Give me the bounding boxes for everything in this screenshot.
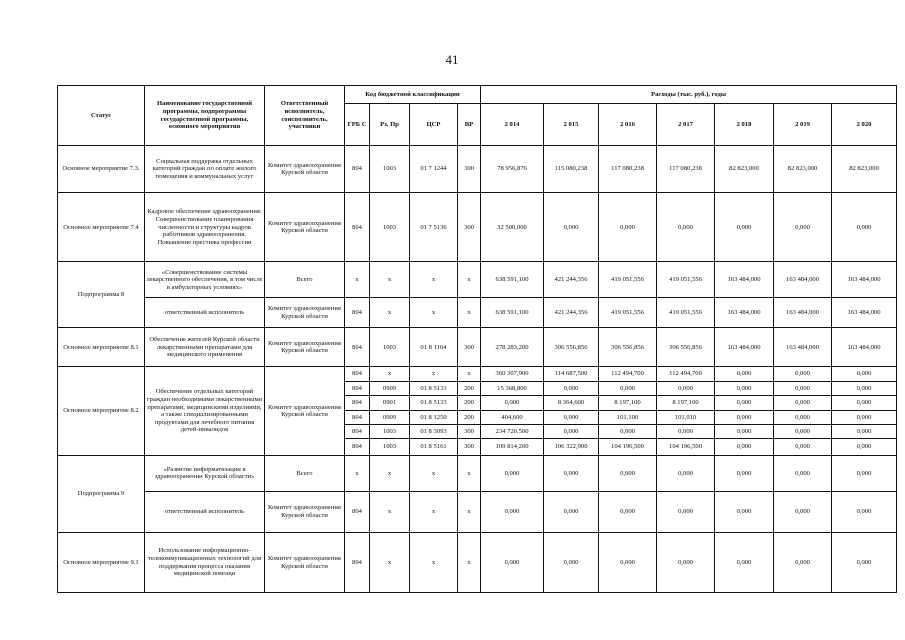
- row-value: 0,000: [715, 533, 774, 593]
- row-grbs: 804: [345, 425, 370, 439]
- row-value: 8 197,100: [599, 396, 657, 410]
- page-number: 41: [445, 52, 459, 67]
- row-value: 163 484,000: [774, 298, 832, 328]
- header-year: 2 015: [544, 104, 599, 146]
- row-value: 15 368,800: [481, 381, 544, 395]
- header-grbs: ГРБ С: [345, 104, 370, 146]
- header-year: 2 018: [715, 104, 774, 146]
- row-value: 104 196,500: [599, 439, 657, 455]
- row-status: Основное мероприятие 8.1: [58, 328, 145, 367]
- row-value: 419 051,556: [657, 298, 715, 328]
- row-name: Обеспечение жителей Курской области лекарственными препаратами для медицинского применения: [145, 328, 265, 367]
- row-value: 0,000: [544, 193, 599, 262]
- row-value: 0,000: [657, 425, 715, 439]
- row-value: 0,000: [481, 491, 544, 532]
- row-value: 78 956,876: [481, 146, 544, 193]
- row-grbs: 804: [345, 410, 370, 424]
- row-value: 404,600: [481, 410, 544, 424]
- row-value: 0,000: [832, 381, 897, 395]
- table-row: [58, 193, 897, 262]
- table-row: [58, 455, 897, 491]
- row-value: 117 080,238: [657, 146, 715, 193]
- row-value: 0,000: [774, 410, 832, 424]
- row-value: 306 556,856: [599, 328, 657, 367]
- row-csr: 01 8 5133: [410, 381, 458, 395]
- row-grbs: 804: [345, 396, 370, 410]
- row-value: 419 051,556: [599, 298, 657, 328]
- row-vr: х: [458, 262, 481, 298]
- row-rzpr: х: [370, 491, 410, 532]
- header-year: 2 017: [657, 104, 715, 146]
- row-value: 0,000: [599, 193, 657, 262]
- row-value: 638 591,100: [481, 262, 544, 298]
- row-vr: 300: [458, 425, 481, 439]
- row-value: 0,000: [599, 455, 657, 491]
- row-value: 8 197,100: [657, 396, 715, 410]
- row-value: 0,000: [715, 439, 774, 455]
- row-value: 163 484,000: [715, 298, 774, 328]
- row-name: Кадровое обеспечение здравоохранения. Совершенствование планирования численности и структуры кадров работников здравоохранения. Повышение престижа профессии: [145, 193, 265, 262]
- row-executor: Комитет здравоохранения Курской области: [265, 193, 345, 262]
- row-value: 112 494,700: [599, 367, 657, 381]
- row-value: 0,000: [832, 455, 897, 491]
- row-value: 0,000: [544, 410, 599, 424]
- row-rzpr: х: [370, 262, 410, 298]
- header-year: 2 016: [599, 104, 657, 146]
- header-year: 2 014: [481, 104, 544, 146]
- row-status: Основное мероприятие 8.2: [58, 367, 145, 456]
- row-value: 0,000: [544, 381, 599, 395]
- row-rzpr: х: [370, 533, 410, 593]
- table-row: [58, 328, 897, 367]
- row-value: 0,000: [832, 193, 897, 262]
- table-row: [58, 146, 897, 193]
- row-value: 0,000: [599, 533, 657, 593]
- row-value: 8 364,600: [544, 396, 599, 410]
- row-vr: 300: [458, 146, 481, 193]
- row-value: 0,000: [544, 491, 599, 532]
- row-vr: х: [458, 491, 481, 532]
- row-value: 0,000: [657, 455, 715, 491]
- row-value: 0,000: [832, 491, 897, 532]
- row-csr: 01 7 1244: [410, 146, 458, 193]
- row-csr: х: [410, 455, 458, 491]
- header-csr: ЦСР: [410, 104, 458, 146]
- row-grbs: 804: [345, 491, 370, 532]
- header-name: Наименование государственной программы, подпрограммы государственной программы, основного мероприятия: [145, 86, 265, 146]
- row-value: 0,000: [715, 396, 774, 410]
- row-value: 0,000: [832, 410, 897, 424]
- row-value: 419 051,556: [657, 262, 715, 298]
- header-budget-code: Код бюджетной классификации: [345, 86, 481, 104]
- row-value: 0,000: [715, 367, 774, 381]
- row-value: 0,000: [715, 491, 774, 532]
- row-value: 0,000: [657, 193, 715, 262]
- table-row: [58, 367, 897, 381]
- header-vr: ВР: [458, 104, 481, 146]
- row-status: Основное мероприятие 9.1: [58, 533, 145, 593]
- row-value: 0,000: [715, 455, 774, 491]
- header-year: 2 020: [832, 104, 897, 146]
- row-value: 163 484,000: [832, 298, 897, 328]
- row-name: ответственный исполнитель: [145, 298, 265, 328]
- header-rzpr: Рз, Пр: [370, 104, 410, 146]
- row-value: 0,000: [774, 193, 832, 262]
- row-csr: 01 7 5136: [410, 193, 458, 262]
- row-csr: 01 8 5133: [410, 396, 458, 410]
- row-csr: 01 8 1250: [410, 410, 458, 424]
- row-csr: х: [410, 298, 458, 328]
- row-value: 421 244,356: [544, 262, 599, 298]
- row-value: 0,000: [599, 381, 657, 395]
- row-value: 0,000: [774, 533, 832, 593]
- row-grbs: 804: [345, 381, 370, 395]
- row-executor: Комитет здравоохранения Курской области: [265, 328, 345, 367]
- row-value: 104 196,500: [657, 439, 715, 455]
- row-value: 163 484,000: [715, 262, 774, 298]
- row-name: Использование информационно-телекоммуникационных технологий для поддержания процесса оказания медицинской помощи: [145, 533, 265, 593]
- budget-table: [57, 85, 897, 593]
- row-value: 0,000: [715, 410, 774, 424]
- row-value: 0,000: [774, 425, 832, 439]
- row-value: 234 720,500: [481, 425, 544, 439]
- row-value: 82 823,000: [832, 146, 897, 193]
- row-value: 0,000: [544, 533, 599, 593]
- row-vr: 200: [458, 396, 481, 410]
- row-vr: 300: [458, 439, 481, 455]
- row-value: 82 823,000: [774, 146, 832, 193]
- table-row: [58, 533, 897, 593]
- row-value: 115 080,238: [544, 146, 599, 193]
- row-value: 117 080,238: [599, 146, 657, 193]
- row-value: 163 484,000: [715, 328, 774, 367]
- row-value: 163 484,000: [774, 262, 832, 298]
- row-value: 163 484,000: [832, 262, 897, 298]
- row-value: 163 484,000: [774, 328, 832, 367]
- row-name: «Совершенствование системы лекарственного обеспечения, в том числе в амбулаторных условиях»: [145, 262, 265, 298]
- row-vr: х: [458, 367, 481, 381]
- row-value: 0,000: [774, 396, 832, 410]
- row-rzpr: х: [370, 367, 410, 381]
- row-value: 0,000: [657, 381, 715, 395]
- row-rzpr: 0909: [370, 381, 410, 395]
- row-status: Основное мероприятие 7.4: [58, 193, 145, 262]
- row-rzpr: х: [370, 298, 410, 328]
- row-value: 106 322,900: [544, 439, 599, 455]
- row-csr: 01 8 1104: [410, 328, 458, 367]
- row-value: 278 283,200: [481, 328, 544, 367]
- row-value: 0,000: [599, 491, 657, 532]
- row-csr: х: [410, 367, 458, 381]
- row-rzpr: 1003: [370, 328, 410, 367]
- row-value: 0,000: [657, 491, 715, 532]
- row-value: 0,000: [774, 491, 832, 532]
- row-rzpr: 1003: [370, 146, 410, 193]
- row-value: 82 823,000: [715, 146, 774, 193]
- row-rzpr: 1003: [370, 425, 410, 439]
- row-status: Подпрограмма 9: [58, 455, 145, 532]
- row-grbs: х: [345, 455, 370, 491]
- row-vr: х: [458, 298, 481, 328]
- row-vr: 300: [458, 328, 481, 367]
- row-grbs: 804: [345, 533, 370, 593]
- row-vr: 200: [458, 410, 481, 424]
- row-value: 109 814,200: [481, 439, 544, 455]
- row-name: Обеспечение отдельных категорий граждан необходимыми лекарственными препаратами, медицинскими изделиями, а также специализированными продуктами для лечебного питания детей-инвалидов: [145, 367, 265, 456]
- header-expenses: Расходы (тыс. руб.), годы: [481, 86, 897, 104]
- row-value: 0,000: [832, 533, 897, 593]
- row-executor: Комитет здравоохранения Курской области: [265, 491, 345, 532]
- row-vr: 300: [458, 193, 481, 262]
- row-vr: 200: [458, 381, 481, 395]
- row-value: 112 494,700: [657, 367, 715, 381]
- row-executor: Всего: [265, 455, 345, 491]
- row-value: 0,000: [774, 455, 832, 491]
- row-value: 0,000: [774, 439, 832, 455]
- row-value: 101,010: [657, 410, 715, 424]
- row-grbs: х: [345, 262, 370, 298]
- row-value: 0,000: [544, 425, 599, 439]
- row-grbs: 804: [345, 298, 370, 328]
- row-executor: Комитет здравоохранения Курской области: [265, 533, 345, 593]
- row-name: Социальная поддержка отдельных категорий граждан по оплате жилого помещения и коммунальных услуг: [145, 146, 265, 193]
- row-status: Подпрограмма 8: [58, 262, 145, 328]
- row-value: 0,000: [481, 455, 544, 491]
- row-executor: Всего: [265, 262, 345, 298]
- row-value: 0,000: [715, 425, 774, 439]
- row-value: 32 500,000: [481, 193, 544, 262]
- row-executor: Комитет здравоохранения Курской области: [265, 298, 345, 328]
- row-executor: Комитет здравоохранения Курской области: [265, 146, 345, 193]
- table-row: [58, 491, 897, 532]
- row-value: 101,100: [599, 410, 657, 424]
- row-value: 419 051,556: [599, 262, 657, 298]
- row-rzpr: 1003: [370, 193, 410, 262]
- row-value: 0,000: [774, 367, 832, 381]
- row-grbs: 804: [345, 328, 370, 367]
- row-csr: 01 8 5161: [410, 439, 458, 455]
- header-year: 2 019: [774, 104, 832, 146]
- row-status: Основное мероприятие 7.3.: [58, 146, 145, 193]
- row-value: 114 687,500: [544, 367, 599, 381]
- row-value: 421 244,356: [544, 298, 599, 328]
- row-grbs: 804: [345, 439, 370, 455]
- row-value: 638 591,100: [481, 298, 544, 328]
- row-value: 0,000: [544, 455, 599, 491]
- row-name: ответственный исполнитель: [145, 491, 265, 532]
- row-value: 0,000: [832, 396, 897, 410]
- row-csr: х: [410, 533, 458, 593]
- row-value: 0,000: [599, 425, 657, 439]
- row-value: 0,000: [481, 396, 544, 410]
- row-value: 0,000: [715, 193, 774, 262]
- row-rzpr: 1003: [370, 439, 410, 455]
- row-value: 0,000: [832, 439, 897, 455]
- row-grbs: 804: [345, 146, 370, 193]
- row-value: 0,000: [832, 425, 897, 439]
- row-value: 306 556,856: [657, 328, 715, 367]
- row-value: 163 484,000: [832, 328, 897, 367]
- table-row: [58, 298, 897, 328]
- header-executor: Ответственный исполнитель, соисполнитель, участники: [265, 86, 345, 146]
- row-vr: х: [458, 455, 481, 491]
- row-vr: х: [458, 533, 481, 593]
- row-value: 0,000: [715, 381, 774, 395]
- row-name: «Развитие информатизации в здравоохранении Курской области»: [145, 455, 265, 491]
- row-rzpr: 0909: [370, 410, 410, 424]
- row-value: 0,000: [774, 381, 832, 395]
- row-grbs: 804: [345, 367, 370, 381]
- row-value: 0,000: [481, 533, 544, 593]
- row-value: 0,000: [657, 533, 715, 593]
- row-rzpr: 0901: [370, 396, 410, 410]
- row-value: 0,000: [832, 367, 897, 381]
- row-value: 306 556,856: [544, 328, 599, 367]
- row-csr: 01 8 3093: [410, 425, 458, 439]
- row-csr: х: [410, 491, 458, 532]
- row-value: 360 307,900: [481, 367, 544, 381]
- row-grbs: 804: [345, 193, 370, 262]
- row-rzpr: х: [370, 455, 410, 491]
- header-status: Статус: [58, 86, 145, 146]
- row-csr: х: [410, 262, 458, 298]
- table-row: [58, 262, 897, 298]
- row-executor: Комитет здравоохранения Курской области: [265, 367, 345, 456]
